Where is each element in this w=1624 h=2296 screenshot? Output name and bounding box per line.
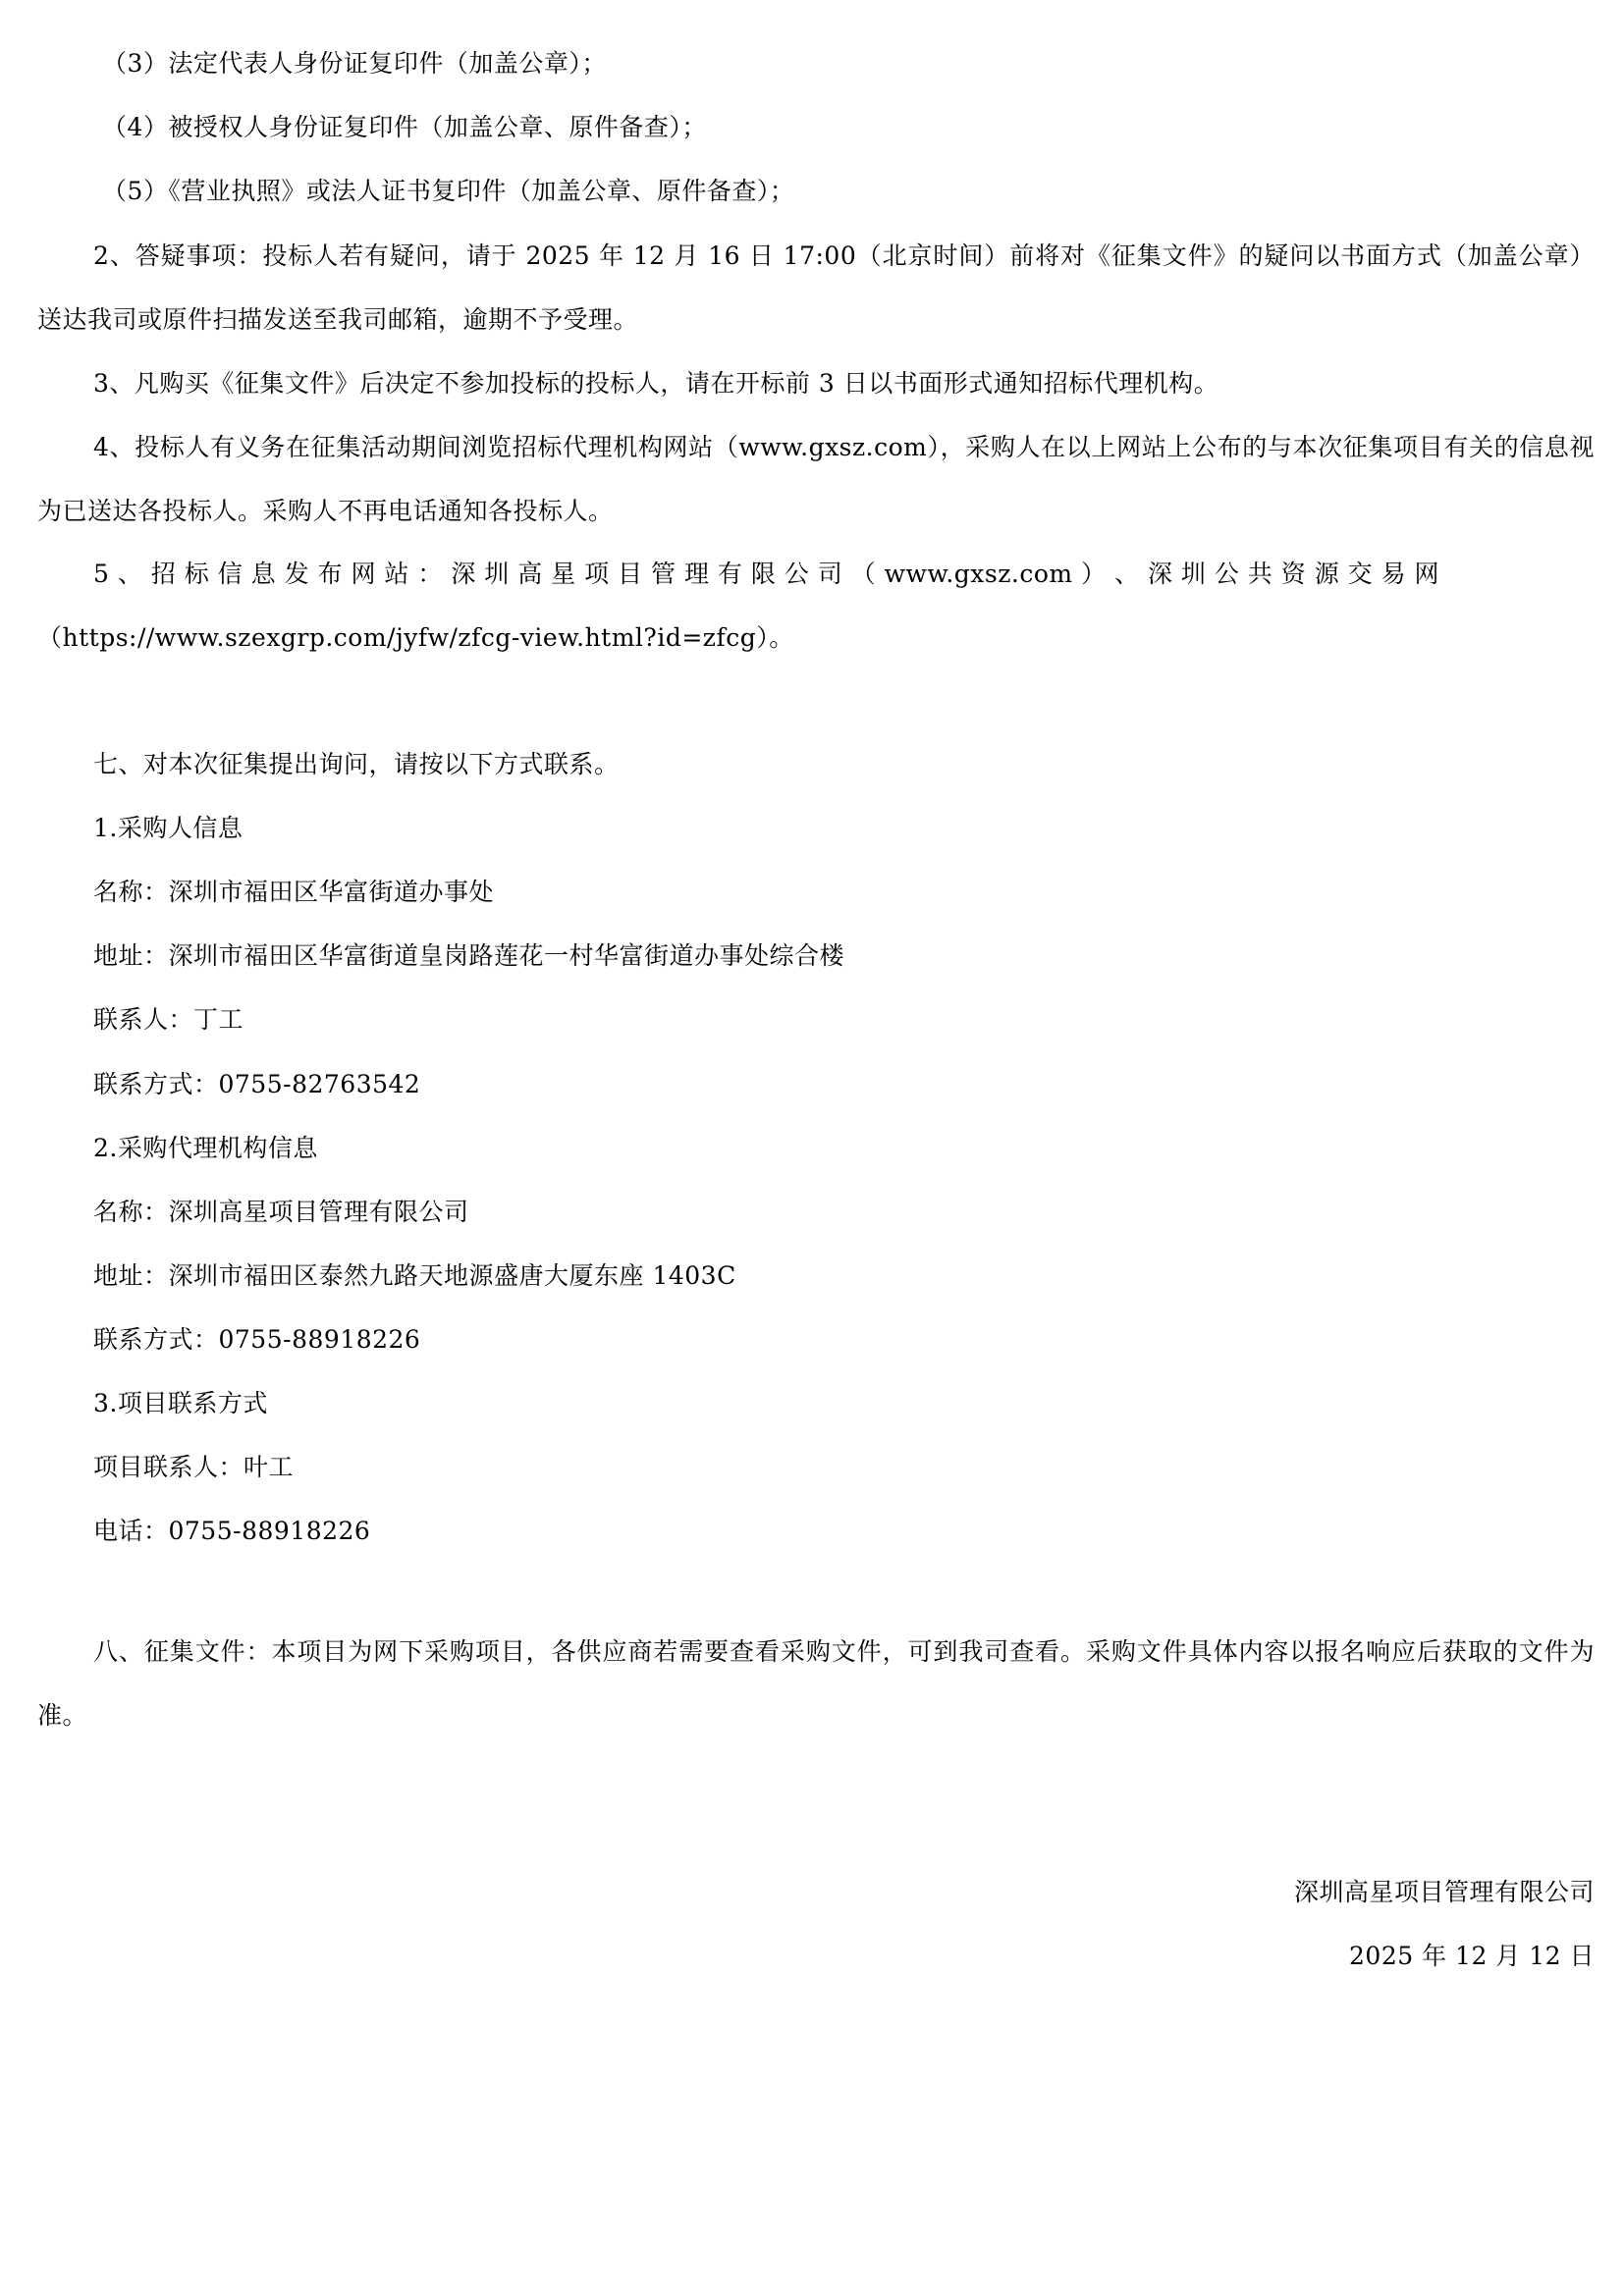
note-publish-sites-line1: 5 、 招 标 信 息 发 布 网 站 ： 深 圳 高 星 项 目 管 理 有 限 公 司 （ www.gxsz.com ） 、 深 圳 公 共 资 源 交 易 网 (93, 560, 1440, 588)
purchaser-heading: 1.采购人信息 (93, 814, 244, 842)
signature-company: 深圳高星项目管理有限公司 (1293, 1878, 1595, 1906)
signature-date: 2025 年 12 月 12 日 (1349, 1942, 1595, 1970)
attachment-item-4: （4）被授权人身份证复印件（加盖公章、原件备查）； (102, 113, 707, 141)
purchaser-name: 名称：深圳市福田区华富街道办事处 (93, 878, 495, 906)
purchaser-phone: 联系方式：0755-82763542 (93, 1070, 421, 1098)
collection-documents-note: 八、征集文件：本项目为网下采购项目，各供应商若需要查看采购文件，可到我司查看。采购文件具体内容以报名响应后获取的文件为准。 (37, 1637, 1595, 1730)
contact-section-heading: 七、对本次征集提出询问，请按以下方式联系。 (93, 750, 620, 778)
attachment-item-5: （5）《营业执照》或法人证书复印件（加盖公章、原件备查）； (102, 177, 795, 205)
note-withdrawal: 3、凡购买《征集文件》后决定不参加投标的投标人，请在开标前 3 日以书面形式通知招标代理机构。 (93, 369, 1219, 398)
note-publish-sites-line2: （https://www.szexgrp.com/jyfw/zfcg-view.html?id=zfcg）。 (37, 623, 794, 652)
purchaser-contact-person: 联系人：丁工 (93, 1005, 244, 1034)
attachment-item-3: （3）法定代表人身份证复印件（加盖公章）； (102, 49, 607, 78)
project-contact-person: 项目联系人：叶工 (93, 1453, 295, 1481)
purchaser-address: 地址：深圳市福田区华富街道皇岗路莲花一村华富街道办事处综合楼 (93, 941, 845, 970)
agency-phone: 联系方式：0755-88918226 (93, 1325, 421, 1354)
agency-name: 名称：深圳高星项目管理有限公司 (93, 1198, 469, 1226)
project-contact-phone: 电话：0755-88918226 (93, 1517, 371, 1545)
agency-heading: 2.采购代理机构信息 (93, 1134, 318, 1162)
note-website-duty: 4、投标人有义务在征集活动期间浏览招标代理机构网站（www.gxsz.com），采购人在以上网站上公布的与本次征集项目有关的信息视为已送达各投标人。采购人不再电话通知各投标人。 (37, 433, 1595, 525)
note-qa: 2、答疑事项：投标人若有疑问，请于 2025 年 12 月 16 日 17:00（北京时间）前将对《征集文件》的疑问以书面方式（加盖公章）送达我司或原件扫描发送至我司邮箱，逾期不予受理。 (37, 241, 1595, 334)
project-contact-heading: 3.项目联系方式 (93, 1389, 268, 1417)
agency-address: 地址：深圳市福田区泰然九路天地源盛唐大厦东座 1403C (93, 1261, 736, 1290)
